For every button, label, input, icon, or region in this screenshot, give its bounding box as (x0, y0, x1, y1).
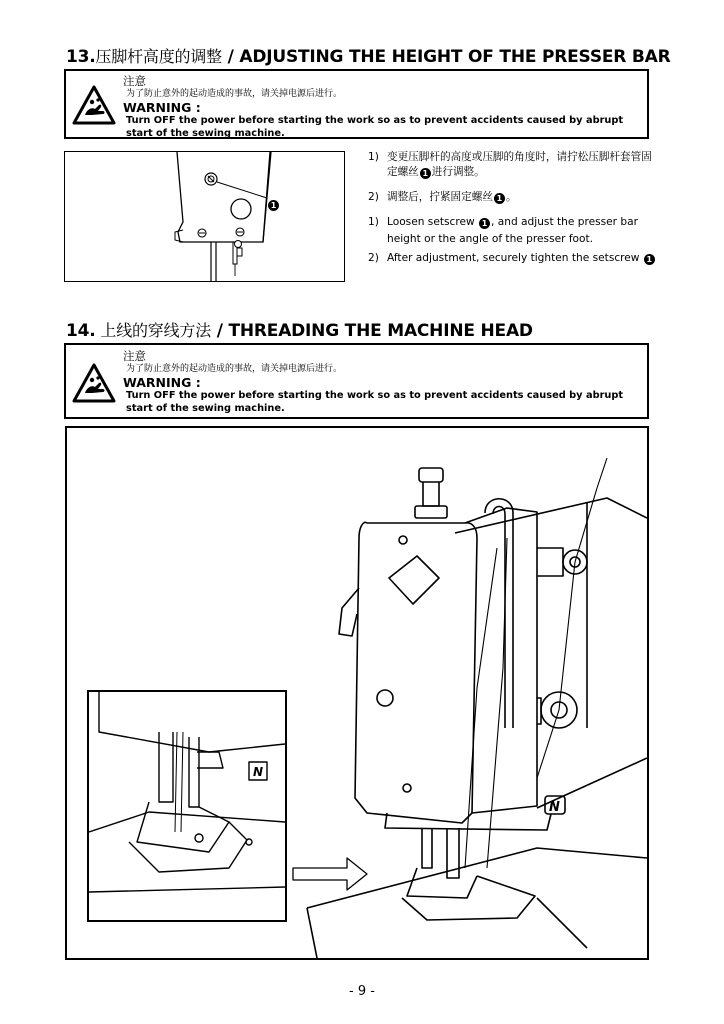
warning-14-cn-text: 为了防止意外的起动造成的事故，请关掉电源后进行。 (126, 364, 343, 374)
svg-text:N: N (549, 800, 560, 815)
warning-14-en-heading: WARNING : (123, 375, 201, 390)
warning-14-cn-heading: 注意 (123, 349, 146, 363)
figure-13-marker-1: 1 (267, 192, 280, 211)
svg-text:N: N (253, 765, 264, 779)
presser-bar-figure (64, 151, 345, 282)
page-number: - 9 - (349, 984, 375, 999)
needle-area-illustration (89, 692, 285, 920)
warning-13-cn-text: 为了防止意外的起动造成的事故，请关掉电源后进行。 (126, 89, 343, 99)
section-13-number: 13. (66, 47, 96, 67)
warning-13-en-text: Turn OFF the power before starting the work so as to prevent accidents caused by abrupt start of the sewing machine. (126, 115, 624, 139)
section-14-number: 14. (66, 321, 96, 341)
warning-box-14 (64, 343, 649, 419)
section-14-title (66, 318, 533, 341)
section-14-title-cn: 上线的穿线方法 (95, 321, 212, 340)
warning-box-13 (64, 69, 649, 139)
warning-13-cn-heading: 注意 (123, 74, 146, 88)
threading-figure (65, 426, 649, 960)
section-14-title-en: / THREADING THE MACHINE HEAD (211, 321, 533, 341)
section-13-title-en: / ADJUSTING THE HEIGHT OF THE PRESSER BAR (221, 47, 671, 67)
presser-bar-illustration (65, 152, 344, 281)
section-13-title (66, 44, 671, 67)
warning-hand-icon (72, 85, 116, 125)
warning-13-en-heading: WARNING : (123, 100, 201, 115)
warning-hand-icon (72, 363, 116, 403)
warning-14-en-text: Turn OFF the power before starting the work so as to prevent accidents caused by abrupt start of the sewing machine. (126, 390, 624, 414)
section-13-title-cn: 压脚杆高度的调整 (95, 47, 222, 66)
needle-area-inset (87, 690, 287, 922)
